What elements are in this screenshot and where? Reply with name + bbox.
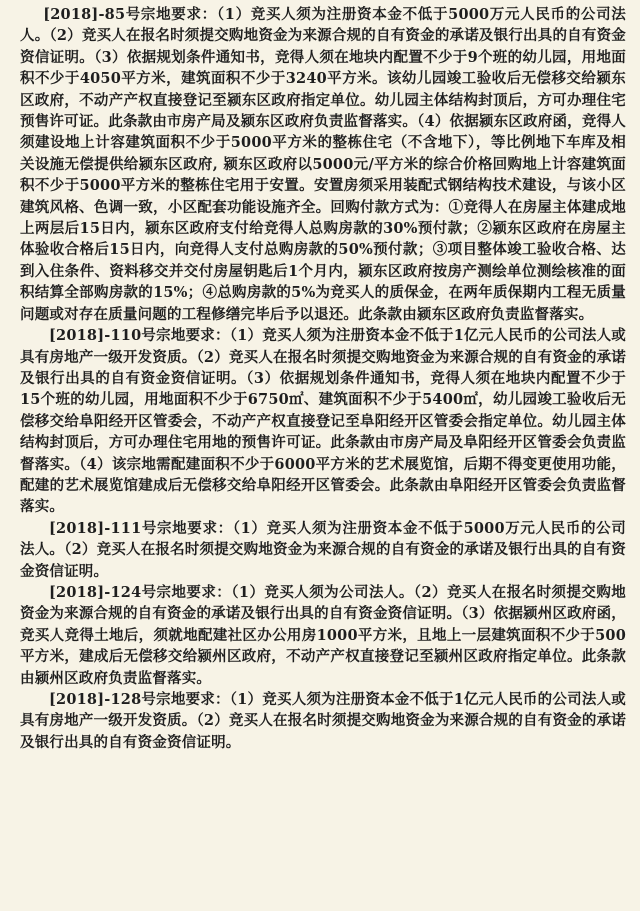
parcel-110-requirements: [2018]-110号宗地要求：（1）竞买人须为注册资本金不低于1亿元人民币的公司法人或具有房地产一级开发资质。（2）竞买人在报名时须提交购地资金为来源合规的自有资金的承诺及银行出具的自有资金资信证明。（3）依据规划条件通知书，竞得人须在地块内配置不少于15个班的幼儿园，用地面积不少于6750㎡、建筑面积不少于5400㎡，幼儿园竣工验收后无偿移交给阜阳经开区管委会，不动产产权直接登记至阜阳经开区管委会指定单位。幼儿园主体结构封顶后，方可办理住宅用地的预售许可证。此条款由市房产局及阜阳经开区管委会负责监督落实。（4）该宗地需配建面积不少于6000平方米的艺术展览馆，后期不得变更使用功能，配建的艺术展览馆建成后无偿移交给阜阳经开区管委会。此条款由阜阳经开区管委会负责监督落实。 bbox=[20, 327, 626, 516]
parcel-124-requirements: [2018]-124号宗地要求：（1）竞买人须为公司法人。（2）竞买人在报名时须提交购地资金为来源合规的自有资金的承诺及银行出具的自有资金资信证明。（3）依据颍州区政府函，竞买人竞得土地后，须就地配建社区办公用房1000平方米，且地上一层建筑面积不少于500平方米，建成后无偿移交给颍州区政府，不动产产权直接登记至颍州区政府指定单位。此条款由颍州区政府负责监督落实。 bbox=[20, 583, 626, 687]
parcel-111-requirements: [2018]-111号宗地要求：（1）竞买人须为注册资本金不低于5000万元人民币的公司法人。（2）竞买人在报名时须提交购地资金为来源合规的自有资金的承诺及银行出具的自有资金资信证明。 bbox=[20, 519, 626, 580]
parcel-128-requirements: [2018]-128号宗地要求：（1）竞买人须为注册资本金不低于1亿元人民币的公司法人或具有房地产一级开发资质。（2）竞买人在报名时须提交购地资金为来源合规的自有资金的承诺及银行出具的自有资金资信证明。 bbox=[20, 691, 626, 751]
parcel-85-requirements: [2018]-85号宗地要求：（1）竞买人须为注册资本金不低于5000万元人民币的公司法人。（2）竞买人在报名时须提交购地资金为来源合规的自有资金的承诺及银行出具的自有资金资信证明。（3）依据规划条件通知书，竞得人须在地块内配置不少于9个班的幼儿园，用地面积不少于4050平方米，建筑面积不少于3240平方米。该幼儿园竣工验收后无偿移交给颍东区政府，不动产产权直接登记至颍东区政府指定单位。幼儿园主体结构封顶后，方可办理住宅预售许可证。此条款由市房产局及颍东区政府负责监督落实。（4）依据颍东区政府函，竞得人须建设地上计容建筑面积不少于5000平方米的整栋住宅（不含地下），等比例地下车库及相关设施无偿提供给颍东区政府, 颍东区政府以5000元/平方米的综合价格回购地上计容建筑面积不少于5000平方米的整栋住宅用于安置。安置房须采用装配式钢结构技术建设，与该小区建筑风格、色调一致，小区配套功能设施齐全。回购付款方式为：①竞得人在房屋主体建成地上两层后15日内，颍东区政府支付给竞得人总购房款的30%预付款；②颍东区政府在房屋主体验收合格后15日内，向竞得人支付总购房款的50%预付款；③项目整体竣工验收合格、达到入住条件、资料移交并交付房屋钥匙后1个月内，颍东区政府按房产测绘单位测绘核准的面积结算全部购房款的15%；④总购房款的5%为竞买人的质保金，在两年质保期内工程无质量问题或对存在质量问题的工程修缮完毕后予以退还。此条款由颍东区政府负责监督落实。 bbox=[20, 6, 626, 323]
